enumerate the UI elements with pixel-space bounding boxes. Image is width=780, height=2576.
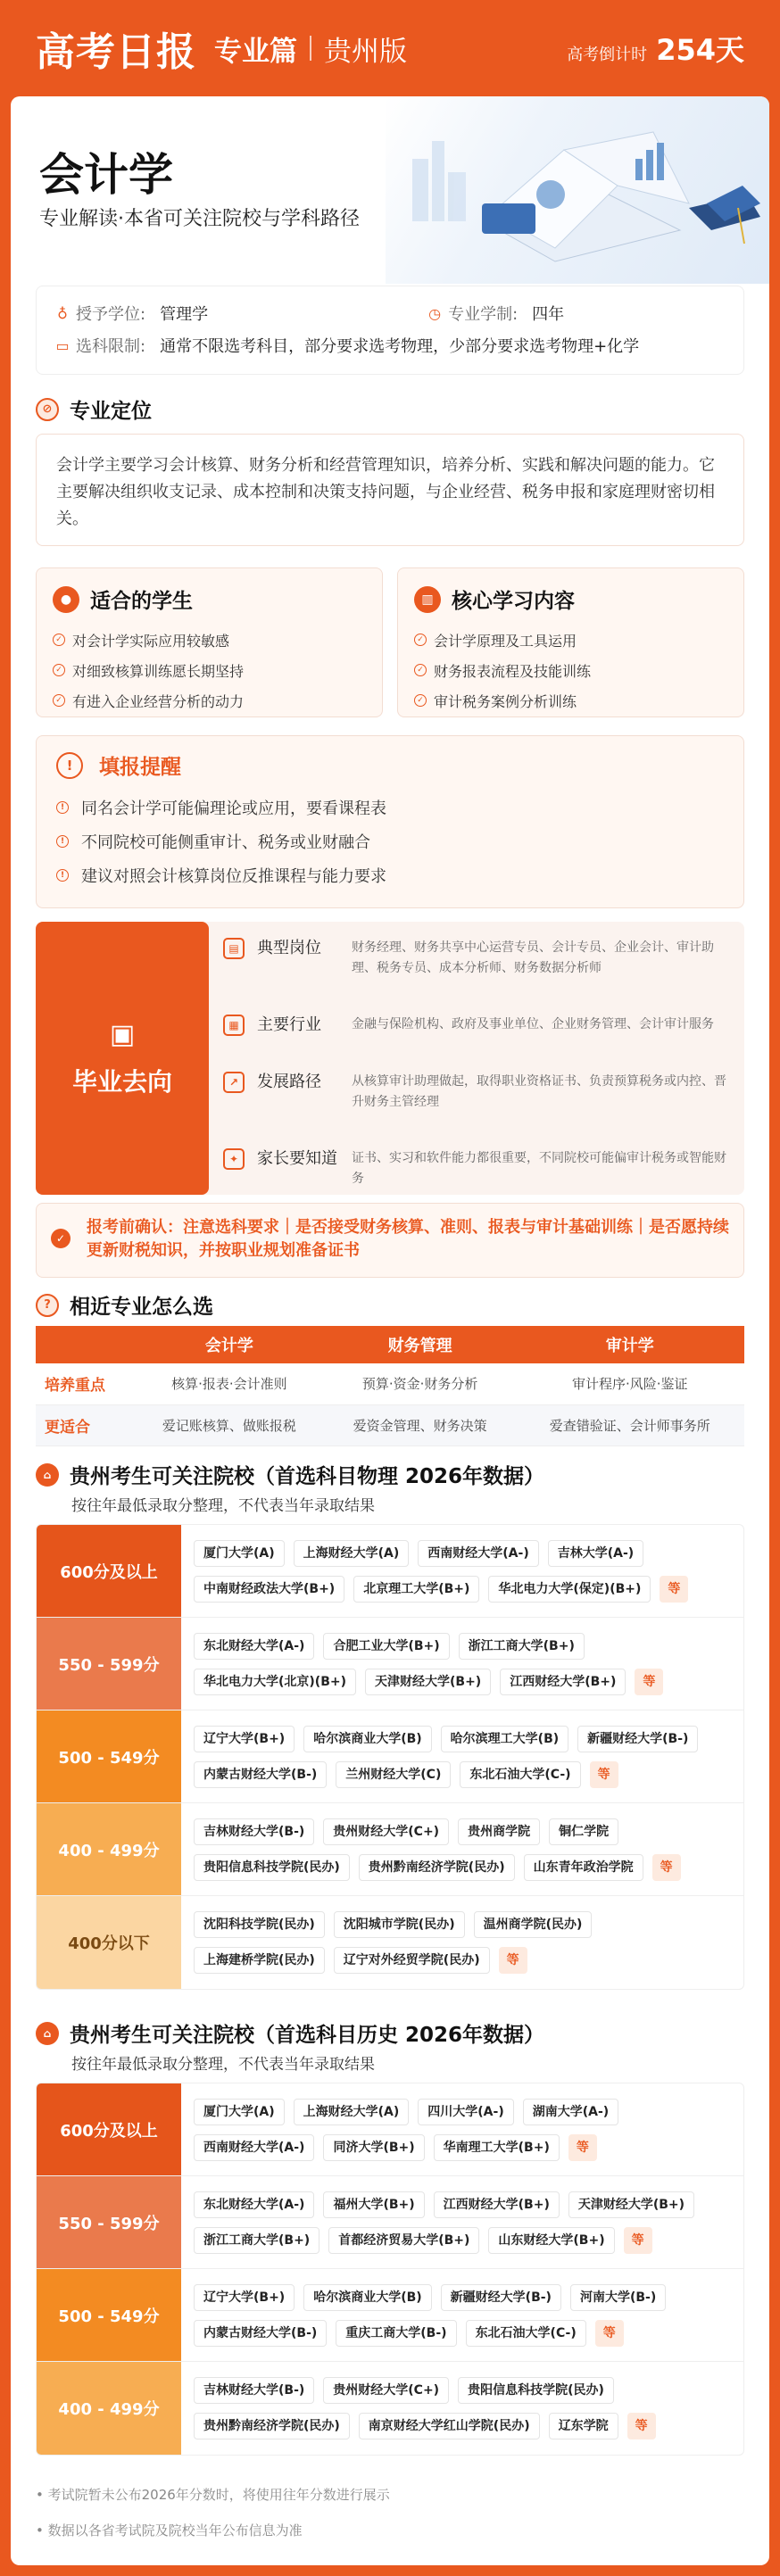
reminder-item [56, 824, 724, 858]
suitable-item-text: 有进入企业经营分析的动力 [72, 692, 245, 710]
more-schools-button[interactable]: 等 [499, 1947, 527, 1974]
major-info-box [36, 286, 744, 375]
compare-cell: 核算·报表·会计准则 [134, 1363, 325, 1404]
province-label: 贵州版 [324, 35, 407, 68]
school-chip[interactable]: 南京财经大学红山学院(民办) [359, 2413, 540, 2439]
reminder-item [56, 858, 724, 892]
school-chip[interactable]: 江西财经大学(B+) [500, 1669, 626, 1695]
career-row-value: 金融与保险机构、政府及事业单位、企业财务管理、会计审计服务 [352, 1017, 714, 1031]
more-schools-button[interactable]: 等 [568, 2134, 597, 2161]
school-list [181, 2362, 743, 2455]
core-heading [414, 584, 727, 614]
compass-icon: ⊘ [36, 398, 59, 421]
compare-row [36, 1404, 744, 1445]
countdown-value: 254天 [656, 33, 744, 67]
compare-table [36, 1326, 744, 1446]
school-chip[interactable]: 哈尔滨商业大学(B) [303, 2284, 431, 2311]
school-chip[interactable]: 内蒙古财经大学(B-) [194, 2320, 327, 2347]
school-chip[interactable]: 吉林大学(A-) [548, 1540, 643, 1567]
school-chip[interactable]: 沈阳科技学院(民办) [194, 1911, 325, 1938]
core-title: 核心学习内容 [452, 590, 575, 613]
school-chip[interactable]: 贵州商学院 [458, 1818, 540, 1845]
subject-value: 通常不限选考科目，部分要求选考物理，少部分要求选考物理+化学 [160, 337, 640, 356]
reminder-heading [56, 750, 724, 780]
reminder-item [56, 791, 724, 824]
compare-row [36, 1363, 744, 1404]
suitable-item-text: 对会计学实际应用较敏感 [72, 632, 230, 650]
career-row-positions [223, 938, 732, 979]
school-chip[interactable]: 贵阳信息科技学院(民办) [194, 1854, 350, 1881]
core-item [414, 655, 727, 685]
school-list [181, 1710, 743, 1802]
score-tier [37, 2083, 743, 2176]
check-icon: ✓ [53, 634, 65, 646]
history-tier-table [36, 2083, 744, 2456]
positioning-title: 专业定位 [70, 400, 152, 423]
school-list [181, 2083, 743, 2175]
score-tier-label: 600分及以上 [37, 1525, 181, 1617]
footnote: • 考试院暂未公布2026年分数时，将使用往年分数进行展示 [36, 2487, 390, 2503]
school-chip[interactable]: 新疆财经大学(B-) [577, 1726, 698, 1752]
check-icon: ✓ [414, 634, 427, 646]
check-icon: ✓ [414, 694, 427, 707]
compare-heading [36, 1290, 213, 1320]
compare-cell: 爱查错验证、会计师事务所 [516, 1404, 745, 1445]
check-circle-icon: ✓ [51, 1229, 71, 1248]
info-row-subject [54, 329, 726, 361]
warning-icon: ! [56, 752, 83, 779]
score-tier-label: 400 - 499分 [37, 2362, 181, 2455]
school-chip[interactable]: 上海建桥学院(民办) [194, 1947, 325, 1974]
suitable-card [36, 567, 383, 717]
school-icon: ⌂ [36, 1463, 59, 1487]
score-tier [37, 1525, 743, 1618]
school-chip[interactable]: 首都经济贸易大学(B+) [328, 2227, 479, 2254]
subject-label: 选科限制: [76, 337, 146, 356]
career-section [36, 922, 744, 1195]
career-row-value: 财务经理、财务共享中心运营专员、会计专员、企业会计、审计助理、税务专员、成本分析师、财务数据分析师 [352, 940, 714, 975]
footnote-text: 数据以各省考试院及院校当年公布信息为准 [47, 2522, 303, 2539]
school-list [181, 1803, 743, 1895]
career-row-value: 从核算审计助理做起，取得职业资格证书、负责预算税务或内控、晋升财务主管经理 [352, 1074, 726, 1109]
major-subtitle: 专业解读·本省可关注院校与学科路径 [39, 208, 360, 230]
school-chip[interactable]: 贵州黔南经济学院(民办) [194, 2413, 350, 2439]
physics-subtitle: 按往年最低录取分整理，不代表当年录取结果 [71, 1497, 375, 1515]
book-illustration [386, 96, 769, 284]
school-chip[interactable]: 浙江工商大学(B+) [459, 1633, 585, 1660]
career-label-block [36, 922, 209, 1195]
more-schools-button[interactable]: 等 [624, 2227, 652, 2254]
school-chip[interactable]: 哈尔滨商业大学(B) [303, 1726, 431, 1752]
school-chip[interactable]: 中南财经政法大学(B+) [194, 1576, 344, 1603]
score-tier-label: 500 - 549分 [37, 1710, 181, 1802]
school-chip[interactable]: 辽东学院 [549, 2413, 618, 2439]
school-icon: ⌂ [36, 2022, 59, 2045]
check-icon: ✓ [53, 694, 65, 707]
check-icon: ✓ [53, 664, 65, 676]
degree-value: 管理学 [160, 305, 209, 324]
school-chip[interactable]: 华南理工大学(B+) [434, 2134, 560, 2161]
career-row-label: 家长要知道 [257, 1149, 337, 1168]
school-chip[interactable]: 兰州财经大学(C) [336, 1761, 451, 1788]
suitable-title: 适合的学生 [90, 590, 193, 613]
school-chip[interactable]: 湖南大学(A-) [523, 2099, 618, 2125]
school-chip[interactable]: 北京理工大学(B+) [353, 1576, 479, 1603]
school-chip[interactable]: 西南财经大学(A-) [418, 1540, 538, 1567]
building-icon: ▦ [223, 1015, 245, 1036]
footnote: • 数据以各省考试院及院校当年公布信息为准 [36, 2522, 303, 2539]
duration-value: 四年 [532, 305, 565, 324]
reminder-title: 填报提醒 [99, 756, 181, 779]
compare-cell: 爱资金管理、财务决策 [325, 1404, 516, 1445]
more-schools-button[interactable]: 等 [595, 2320, 624, 2347]
compare-cell: 预算·资金·财务分析 [325, 1363, 516, 1404]
reminder-item-text: 不同院校可能侧重审计、税务或业财融合 [81, 833, 370, 852]
reminder-item-text: 建议对照会计核算岗位反推课程与能力要求 [81, 867, 386, 886]
score-tier [37, 1803, 743, 1896]
countdown-label: 高考倒计时 [567, 46, 648, 64]
school-chip[interactable]: 铜仁学院 [549, 1818, 618, 1845]
compare-cell: 爱记账核算、做账报税 [134, 1404, 325, 1445]
major-title: 会计学 [39, 149, 173, 201]
confirm-banner [36, 1203, 744, 1278]
duration-label: 专业学制: [448, 305, 519, 324]
core-item-text: 会计学原理及工具运用 [434, 632, 577, 650]
school-chip[interactable]: 沈阳城市学院(民办) [334, 1911, 465, 1938]
compare-header: 财务管理 [325, 1326, 516, 1363]
score-tier-label: 500 - 549分 [37, 2269, 181, 2361]
school-chip[interactable]: 东北石油大学(C-) [460, 1761, 580, 1788]
footnotes [36, 2477, 390, 2548]
school-list [181, 1618, 743, 1710]
school-chip[interactable]: 吉林财经大学(B-) [194, 2377, 314, 2404]
physics-heading [36, 1460, 544, 1515]
footnote-text: 考试院暂未公布2026年分数时，将使用往年分数进行展示 [47, 2487, 390, 2503]
score-tier-label: 600分及以上 [37, 2083, 181, 2175]
history-heading [36, 2018, 544, 2074]
career-row-value: 证书、实习和软件能力都很重要，不同院校可能偏审计税务或智能财务 [352, 1151, 726, 1186]
hero [11, 96, 769, 284]
school-chip[interactable]: 同济大学(B+) [323, 2134, 424, 2161]
trend-up-icon: ↗ [223, 1072, 245, 1093]
score-tier-label: 400 - 499分 [37, 1803, 181, 1895]
suitable-heading [53, 584, 366, 614]
info-row-degree [54, 297, 726, 329]
positioning-heading [36, 394, 152, 424]
person-icon: ● [53, 586, 79, 613]
alert-icon: ! [56, 835, 69, 848]
more-schools-button[interactable]: 等 [627, 2413, 656, 2439]
clock-icon: ◷ [428, 304, 442, 322]
career-row-label: 主要行业 [257, 1015, 321, 1034]
career-row-label: 典型岗位 [257, 939, 321, 957]
history-title: 贵州考生可关注院校（首选科目历史 2026年数据） [70, 2024, 545, 2047]
content-card [11, 96, 769, 2565]
more-schools-button[interactable]: 等 [590, 1761, 618, 1788]
career-row-industries [223, 1015, 732, 1036]
school-chip[interactable]: 福州大学(B+) [323, 2191, 424, 2218]
more-schools-button[interactable]: 等 [660, 1576, 688, 1603]
book-icon: ▭ [55, 336, 70, 354]
compare-title: 相近专业怎么选 [70, 1296, 213, 1319]
suitable-item-text: 对细致核算训练愿长期坚持 [72, 662, 245, 680]
school-chip[interactable]: 合肥工业大学(B+) [323, 1633, 449, 1660]
career-title: 毕业去向 [71, 1066, 172, 1097]
school-chip[interactable]: 天津财经大学(B+) [365, 1669, 491, 1695]
career-row-label: 发展路径 [257, 1073, 321, 1091]
score-tier [37, 1618, 743, 1710]
open-book-icon: ▥ [414, 586, 441, 613]
school-chip[interactable]: 贵州财经大学(C+) [323, 2377, 449, 2404]
score-tier-label: 550 - 599分 [37, 2176, 181, 2268]
positioning-text: 会计学主要学习会计核算、财务分析和经营管理知识，培养分析、实践和解决问题的能力。它主要解决组织收支记录、成本控制和决策支持问题，与企业经营、税务申报和家庭理财密切相关。 [36, 434, 744, 546]
more-schools-button[interactable]: 等 [652, 1854, 681, 1881]
school-chip[interactable]: 上海财经大学(A) [294, 2099, 410, 2125]
brand-title: 高考日报 [36, 29, 196, 75]
score-tier-label: 400分以下 [37, 1896, 181, 1989]
school-chip[interactable]: 新疆财经大学(B-) [441, 2284, 561, 2311]
school-chip[interactable]: 辽宁大学(B+) [194, 2284, 295, 2311]
hero-illustration [386, 96, 769, 284]
school-chip[interactable]: 哈尔滨理工大学(B) [441, 1726, 568, 1752]
alert-icon: ! [56, 801, 69, 814]
briefcase-icon: ▣ [109, 1018, 136, 1050]
lightbulb-icon: ✦ [223, 1148, 245, 1170]
id-card-icon: ▤ [223, 938, 245, 959]
reminder-card [36, 735, 744, 908]
school-chip[interactable]: 辽宁大学(B+) [194, 1726, 295, 1752]
school-chip[interactable]: 厦门大学(A) [194, 1540, 285, 1567]
school-chip[interactable]: 山东财经大学(B+) [488, 2227, 614, 2254]
school-list [181, 1525, 743, 1617]
more-schools-button[interactable]: 等 [635, 1669, 663, 1695]
school-chip[interactable]: 吉林财经大学(B-) [194, 1818, 314, 1845]
reminder-item-text: 同名会计学可能偏理论或应用，要看课程表 [81, 799, 386, 818]
school-chip[interactable]: 贵州财经大学(C+) [323, 1818, 449, 1845]
school-chip[interactable]: 东北财经大学(A-) [194, 1633, 314, 1660]
school-chip[interactable]: 华北电力大学(保定)(B+) [488, 1576, 651, 1603]
suitable-item [53, 625, 366, 655]
school-chip[interactable]: 重庆工商大学(B-) [336, 2320, 456, 2347]
score-tier [37, 2362, 743, 2455]
score-tier [37, 2269, 743, 2362]
page-header [0, 0, 780, 96]
score-tier [37, 1896, 743, 1989]
school-chip[interactable]: 东北财经大学(A-) [194, 2191, 314, 2218]
school-chip[interactable]: 贵阳信息科技学院(民办) [458, 2377, 614, 2404]
compare-cell: 审计程序·风险·鉴证 [516, 1363, 745, 1404]
school-chip[interactable]: 浙江工商大学(B+) [194, 2227, 319, 2254]
suitable-item [53, 685, 366, 716]
school-chip[interactable]: 东北石油大学(C-) [466, 2320, 586, 2347]
history-subtitle: 按往年最低录取分整理，不代表当年录取结果 [71, 2056, 375, 2074]
school-chip[interactable]: 贵州黔南经济学院(民办) [359, 1854, 515, 1881]
school-list [181, 2269, 743, 2361]
career-row-parents [223, 1148, 732, 1189]
school-chip[interactable]: 西南财经大学(A-) [194, 2134, 314, 2161]
school-chip[interactable]: 河南大学(B-) [570, 2284, 666, 2311]
school-chip[interactable]: 江西财经大学(B+) [434, 2191, 560, 2218]
core-item-text: 审计税务案例分析训练 [434, 692, 577, 710]
award-icon: ♁ [57, 304, 68, 322]
school-chip[interactable]: 辽宁对外经贸学院(民办) [334, 1947, 490, 1974]
school-chip[interactable]: 厦门大学(A) [194, 2099, 285, 2125]
score-tier-label: 550 - 599分 [37, 1618, 181, 1710]
school-chip[interactable]: 内蒙古财经大学(B-) [194, 1761, 327, 1788]
school-chip[interactable]: 四川大学(A-) [418, 2099, 513, 2125]
physics-title: 贵州考生可关注院校（首选科目物理 2026年数据） [70, 1465, 545, 1488]
school-chip[interactable]: 天津财经大学(B+) [568, 2191, 694, 2218]
score-tier [37, 1710, 743, 1803]
countdown [567, 28, 744, 69]
header-divider [310, 36, 311, 61]
check-icon: ✓ [414, 664, 427, 676]
compare-header-row [36, 1326, 744, 1363]
compare-row-label: 培养重点 [36, 1363, 134, 1404]
compare-row-label: 更适合 [36, 1404, 134, 1445]
school-list [181, 2176, 743, 2268]
school-chip[interactable]: 上海财经大学(A) [294, 1540, 410, 1567]
core-item [414, 685, 727, 716]
physics-tier-table [36, 1524, 744, 1990]
confirm-text: 报考前确认：注意选科要求｜是否接受财务核算、准则、报表与审计基础训练｜是否愿持续更新财税知识，并按职业规划准备证书 [87, 1218, 729, 1260]
compare-header: 会计学 [134, 1326, 325, 1363]
degree-label: 授予学位: [76, 305, 146, 324]
suitable-item [53, 655, 366, 685]
core-item [414, 625, 727, 655]
score-tier [37, 2176, 743, 2269]
core-item-text: 财务报表流程及技能训练 [434, 662, 592, 680]
alert-icon: ! [56, 869, 69, 882]
school-chip[interactable]: 温州商学院(民办) [474, 1911, 593, 1938]
section-label: 专业篇 [214, 35, 297, 68]
school-list [181, 1896, 743, 1989]
school-chip[interactable]: 华北电力大学(北京)(B+) [194, 1669, 356, 1695]
career-row-path [223, 1072, 732, 1113]
compare-header-blank [36, 1326, 134, 1363]
school-chip[interactable]: 山东青年政治学院 [524, 1854, 643, 1881]
core-card [397, 567, 744, 717]
question-icon: ? [36, 1294, 59, 1317]
compare-header: 审计学 [516, 1326, 745, 1363]
